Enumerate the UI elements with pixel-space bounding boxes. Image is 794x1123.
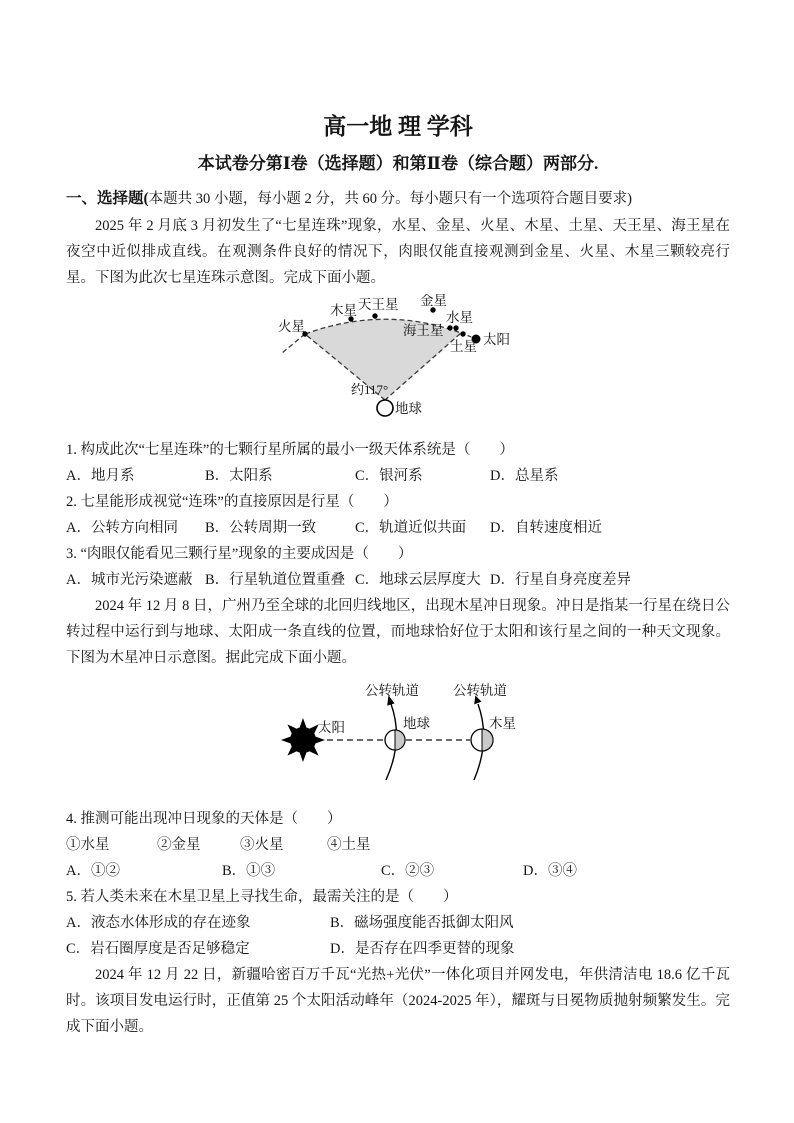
jupiter-label: 木星 [489,716,516,731]
section-heading [66,185,730,213]
question-5 [66,884,730,962]
question-3-options [66,567,730,593]
question-5-stem: 5. 若人类未来在木星卫星上寻找生命，最需关注的是（ ） [66,889,458,905]
option-a: A．公转方向相同 [66,520,178,536]
option-a: A．城市光污染遮蔽 [66,572,193,588]
option-c: C．②③ [381,863,435,879]
saturn-dot [460,331,465,336]
venus-dot [430,307,435,312]
option-a: A．①② [66,863,120,879]
question-3 [66,541,730,593]
question-5-options-row-1 [66,910,730,936]
angle-label: 约117° [351,382,389,397]
option-d: D．行星自身亮度差异 [490,572,631,588]
saturn-label: 土星 [450,339,477,354]
option-b: B．①③ [222,863,276,879]
section-heading-bold: 一、选择题( [66,190,149,207]
neptune-dot [447,325,452,330]
intro-passage-2: 2024 年 12 月 8 日，广州乃至全球的北回归线地区，出现木星冲日现象。冲日是指某一行星在绕日公转过程中运行到与地球、太阳成一条直线的位置，而地球恰好位于太阳和该行星之间的一种天文现象。下图为木星冲日示意图。据此完成下面小题。 [66,598,730,666]
paper-structure-note: 本试卷分第Ⅰ卷（选择题）和第Ⅱ卷（综合题）两部分. [197,154,599,173]
question-2-options [66,515,730,541]
question-4-items [66,832,730,858]
mercury-label: 水星 [446,310,473,325]
opposition-diagram-svg [270,677,530,795]
earth-shaded-half [395,730,405,750]
jupiter-orbit-label: 公转轨道 [453,683,507,698]
option-b: B．太阳系 [205,468,273,484]
question-4-options [66,858,730,884]
alignment-diagram-svg [250,294,530,426]
section-heading-note: 本题共 30 小题，每小题 2 分，共 60 分。每小题只有一个选项符合题目要求) [148,191,632,207]
earth-label: 地球 [395,401,422,416]
option-a: A．地月系 [66,468,135,484]
question-1 [66,437,730,489]
item-3: ③火星 [240,837,284,853]
jupiter-shaded-half [482,729,493,751]
item-1: ①水星 [66,837,110,853]
question-4-stem: 4. 推测可能出现冲日现象的天体是（ ） [66,811,342,827]
question-2 [66,489,730,541]
question-1-stem: 1. 构成此次“七星连珠”的七颗行星所属的最小一级天体系统是（ ） [66,442,514,458]
option-c: C．银河系 [355,468,423,484]
intro-passage-1: 2025 年 2 月底 3 月初发生了“七星连珠”现象，水星、金星、火星、木星、土星、天王星、海王星在夜空中近似排成直线。在观测条件良好的情况下，肉眼仅能直接观测到金星、火星、木星三颗较亮行星。下图为此次七星连珠示意图。完成下面小题。 [66,218,730,286]
question-5-options-row-2 [66,936,730,962]
jupiter-label: 木星 [330,303,357,318]
item-2: ②金星 [157,837,201,853]
question-4 [66,806,730,884]
option-b: B．磁场强度能否抵御太阳风 [330,915,514,931]
option-b: B．公转周期一致 [205,520,317,536]
option-c: C．轨道近似共面 [355,520,467,536]
uranus-dot [372,313,377,318]
seven-planet-alignment-figure [250,294,730,435]
question-3-stem: 3. “肉眼仅能看见三颗行星”现象的主要成因是（ ） [66,546,413,562]
option-a: A．液态水体形成的存在迹象 [66,915,251,931]
option-b: B．行星轨道位置重叠 [205,572,346,588]
page-title: 高一地 理 学科 [323,114,473,139]
sun-label: 太阳 [483,332,510,347]
option-d: D．总星系 [490,468,559,484]
venus-label: 金星 [420,294,447,308]
jupiter-opposition-figure [270,677,730,804]
earth-label: 地球 [403,716,430,731]
earth-orbit-label: 公转轨道 [365,683,419,698]
option-c: C．岩石圈厚度是否足够稳定 [66,941,250,957]
intro-passage-3: 2024 年 12 月 22 日，新疆哈密百万千瓦“光热+光伏”一体化项目并网发电，年供清洁电 18.6 亿千瓦时。该项目发电运行时，正值第 25 个太阳活动峰年（2024-2025 年），耀斑与日冕物质抛射频繁发生。完成下面小题。 [66,967,730,1035]
option-d: D．③④ [523,863,577,879]
sun-label: 太阳 [318,720,345,735]
question-2-stem: 2. 七星能形成视觉“连珠”的直接原因是行星（ ） [66,494,398,510]
option-d: D．是否存在四季更替的现象 [330,941,515,957]
question-1-options [66,463,730,489]
option-d: D．自转速度相近 [490,520,602,536]
alignment-line-extension-left [282,334,305,353]
sun-icon [290,727,316,753]
item-4: ④土星 [327,837,371,853]
mercury-dot [453,325,458,330]
uranus-label: 天王星 [358,297,399,312]
earth-circle [377,400,393,416]
neptune-label: 海王星 [403,323,444,338]
mars-label: 火星 [278,319,305,334]
option-c: C．地球云层厚度大 [355,572,481,588]
